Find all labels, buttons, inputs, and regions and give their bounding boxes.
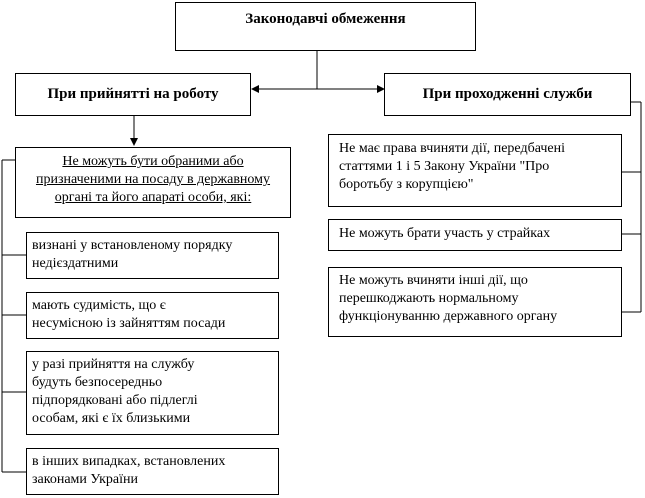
item-line: в інших випадках, встановлених [32,454,226,469]
root-title: Законодавчі обмеження [245,11,406,27]
left-header-line: призначеними на посаду в державному [35,172,271,187]
left-item [26,351,279,435]
root-box [175,2,476,51]
right-branch-title: При проходженні служби [422,86,593,102]
left-item [26,448,279,495]
item-line: Не можуть брати участь у страйках [339,226,551,241]
item-line: боротьбу з корупцією" [339,177,474,192]
item-line: у разі прийняття на службу [32,357,195,372]
left-header-line: Не можуть бути обраними або [62,154,244,169]
item-line: будуть безпосередньо [32,375,163,390]
left-item [26,232,279,279]
left-branch-title: При прийнятті на роботу [47,86,219,102]
item-line: несумісною із зайняттям посади [32,316,226,331]
left-item [26,292,279,339]
item-line: функціонуванню державного органу [339,309,558,324]
item-line: статтями 1 і 5 Закону України "Про [339,159,550,174]
right-item [328,134,622,207]
item-line: Не має права вчиняти дії, передбачені [339,141,565,156]
item-line: законами України [32,472,138,487]
left-header-line: органі та його апараті особи, які: [54,190,252,205]
right-branch-title-box [384,73,631,116]
right-item [328,219,622,251]
item-line: недієздатними [32,256,119,271]
item-line: мають судимість, що є [32,298,166,313]
item-line: Не можуть вчиняти інші дії, що [339,273,528,288]
item-line: підпорядковані або підлеглі [32,393,198,408]
left-header-box [15,147,291,218]
left-branch-title-box [15,73,251,116]
item-line: особам, які є їх близькими [32,411,191,426]
right-item [328,267,622,337]
item-line: визнані у встановленому порядку [32,238,233,253]
item-line: перешкоджають нормальному [339,291,519,306]
